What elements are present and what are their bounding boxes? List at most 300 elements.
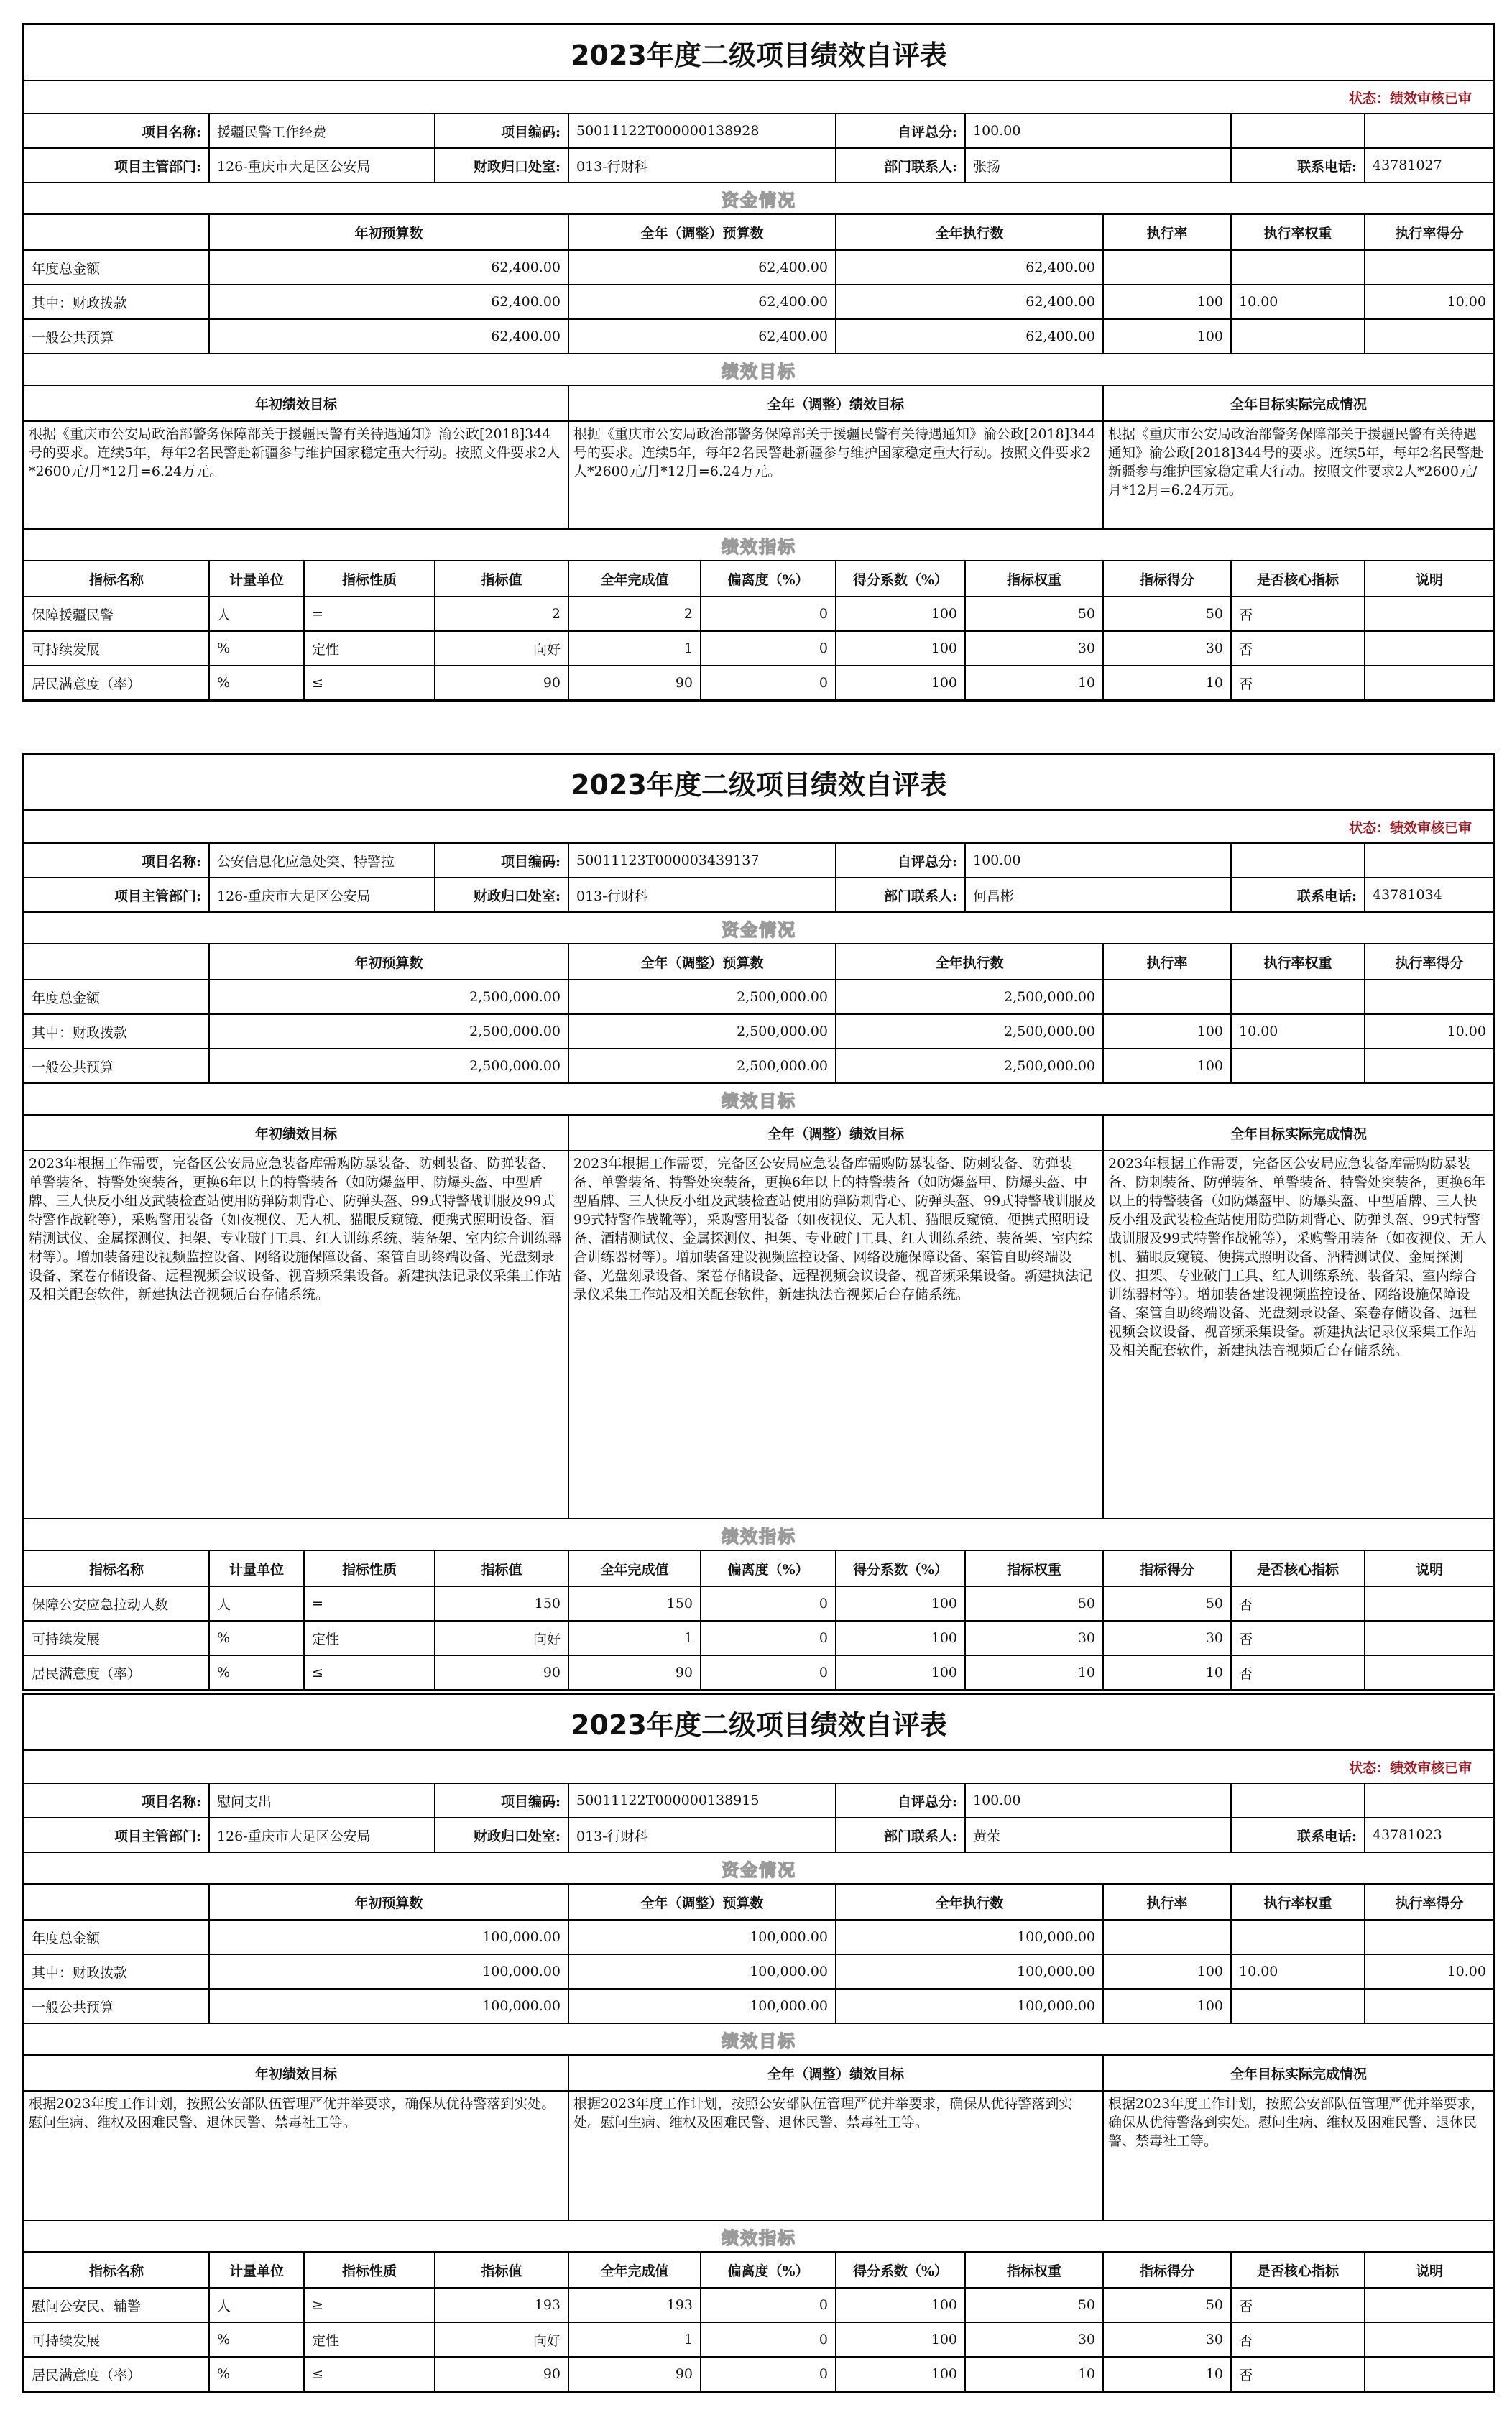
- funds-cell: 100,000.00: [835, 1955, 1102, 1988]
- funds-row: [24, 284, 1493, 318]
- indicator-cell: 90: [568, 666, 700, 699]
- funds-column-header: 执行率: [1102, 215, 1230, 249]
- indicator-cell: 30: [964, 632, 1102, 665]
- indicator-cell: 否: [1230, 2323, 1364, 2356]
- indicator-cell: 定性: [303, 1622, 434, 1655]
- form-title-row: [24, 25, 1493, 80]
- goals-column-header: 全年目标实际完成情况: [1102, 2056, 1493, 2090]
- funds-column-header: 全年（调整）预算数: [568, 215, 835, 249]
- indicator-column-header: 指标得分: [1102, 1551, 1230, 1586]
- funds-cell: 2,500,000.00: [835, 1049, 1102, 1082]
- funds-column-header: [24, 944, 208, 979]
- indicator-column-header: 是否核心指标: [1230, 2253, 1364, 2287]
- indicator-cell: 否: [1230, 666, 1364, 699]
- funds-row-label: 其中：财政拨款: [32, 295, 128, 311]
- goal-text: 2023年根据工作需要，完备区公安局应急装备库需购防暴装备、防刺装备、防弹装备、单警装备、特警处突装备，更换6年以上的特警装备（如防爆盔甲、防爆头盔、中型盾牌、三人快反小组及武装检查站使用防弹防刺背心、防弹头盔、99式特警战训服及99式特警作战靴等），采购警用装备（如夜视仪、无人机、猫眼反窥镜、便携式照明设备、酒精测试仪、金属探测仪、担架、专业破门工具、红人训练系统、装备架、室内综合训练器材等）。增加装备建设视频监控设备、网络设施保障设备、案管自助终端设备、光盘刻录设备、案卷存储设备、远程视频会议设备、视音频采集设备。新建执法记录仪采集工作站及相关配套软件，新建执法音视频后台存储系统。: [1102, 1151, 1493, 1518]
- funds-header-row: [24, 1883, 1493, 1919]
- goals-text-row: [24, 1150, 1493, 1518]
- funds-column-header: 全年执行数: [835, 1885, 1102, 1919]
- indicator-column-header: 指标值: [434, 2253, 568, 2287]
- indicator-cell: 150: [434, 1587, 568, 1620]
- goals-text-row: [24, 420, 1493, 528]
- indicator-cell: 90: [568, 1656, 700, 1689]
- indicator-column-header: 计量单位: [208, 1551, 303, 1586]
- funds-column-header: 年初预算数: [208, 944, 568, 979]
- funds-cell: 100,000.00: [835, 1990, 1102, 2023]
- project-code: 50011122T000000138915: [568, 1784, 835, 1817]
- indicator-cell: 100: [835, 1622, 964, 1655]
- indicator-cell: 10: [964, 666, 1102, 699]
- dept-label: 项目主管部门:: [114, 888, 201, 904]
- indicator-cell: 0: [700, 597, 835, 630]
- indicator-cell: 否: [1230, 1656, 1364, 1689]
- indicators-header-row: [24, 560, 1493, 596]
- funds-section-header: [24, 1852, 1493, 1883]
- goals-header-row: [24, 2054, 1493, 2090]
- goals-column-header: 年初绩效目标: [254, 396, 337, 413]
- goals-header-row: [24, 385, 1493, 420]
- indicator-cell: 50: [1102, 1587, 1230, 1620]
- indicator-cell: [1364, 1587, 1493, 1620]
- indicator-cell: 0: [700, 2289, 835, 2322]
- indicators-section-header: [24, 1518, 1493, 1550]
- funds-cell: 62,400.00: [208, 285, 568, 318]
- empty-cell: [1364, 114, 1493, 147]
- funds-cell: [1102, 980, 1230, 1013]
- funds-row: [24, 1919, 1493, 1954]
- goals-header-row: [24, 1114, 1493, 1150]
- finance-label: 财政归口处室:: [434, 1818, 568, 1852]
- funds-cell: 2,500,000.00: [568, 1049, 835, 1082]
- empty-cell: [1230, 1784, 1364, 1817]
- contact: 黄荣: [964, 1818, 1230, 1852]
- indicator-cell: 0: [700, 666, 835, 699]
- indicator-column-header: 指标权重: [964, 561, 1102, 596]
- funds-cell: 10.00: [1364, 1955, 1493, 1988]
- indicator-column-header: 指标权重: [964, 1551, 1102, 1586]
- indicator-cell: 100: [835, 632, 964, 665]
- phone-label: 联系电话:: [1230, 878, 1364, 911]
- indicator-cell: ≤: [303, 2358, 434, 2391]
- indicators-section-title: 绩效指标: [722, 536, 796, 557]
- status-text: 状态：绩效审核已审: [1348, 819, 1472, 836]
- finance: 013-行财科: [568, 1818, 835, 1852]
- indicator-cell: %: [208, 2323, 303, 2356]
- indicator-name: 慰问公安民、辅警: [32, 2298, 142, 2314]
- indicator-cell: 否: [1230, 632, 1364, 665]
- indicator-cell: 100: [835, 2358, 964, 2391]
- funds-cell: 2,500,000.00: [835, 1015, 1102, 1048]
- funds-row-label: 年度总金额: [32, 1930, 101, 1946]
- funds-cell: 100,000.00: [568, 1990, 835, 2023]
- indicator-cell: 10: [1102, 1656, 1230, 1689]
- funds-cell: 100: [1102, 1015, 1230, 1048]
- goal-text: 根据《重庆市公安局政治部警务保障部关于援疆民警有关待遇通知》渝公政[2018]344号的要求。连续5年，每年2名民警赴新疆参与维护国家稳定重大行动。按照文件要求2人*2600元/月*12月=6.24万元。: [568, 422, 1102, 528]
- indicator-cell: 50: [1102, 2289, 1230, 2322]
- funds-cell: [1230, 251, 1364, 284]
- funds-row: [24, 1013, 1493, 1048]
- contact: 何昌彬: [964, 878, 1230, 911]
- score: 100.00: [964, 844, 1230, 877]
- indicator-cell: 30: [1102, 2323, 1230, 2356]
- funds-cell: [1230, 1921, 1364, 1954]
- funds-cell: 10.00: [1364, 285, 1493, 318]
- project-name: 慰问支出: [208, 1784, 434, 1817]
- funds-column-header: 执行率: [1102, 944, 1230, 979]
- indicator-cell: 0: [700, 1622, 835, 1655]
- funds-row: [24, 1048, 1493, 1082]
- info-row: [24, 842, 1493, 877]
- indicator-cell: 100: [835, 597, 964, 630]
- funds-cell: 62,400.00: [835, 251, 1102, 284]
- funds-cell: 100: [1102, 285, 1230, 318]
- indicator-cell: 100: [835, 2289, 964, 2322]
- funds-column-header: [24, 1885, 208, 1919]
- funds-row: [24, 249, 1493, 284]
- indicator-cell: 100: [835, 2323, 964, 2356]
- indicator-cell: 100: [835, 1656, 964, 1689]
- funds-section-title: 资金情况: [722, 919, 796, 940]
- indicator-column-header: 指标名称: [88, 571, 144, 588]
- finance-label: 财政归口处室:: [434, 878, 568, 911]
- indicator-row: [24, 1586, 1493, 1620]
- indicator-cell: 向好: [434, 2323, 568, 2356]
- indicator-column-header: 偏离度（%）: [700, 561, 835, 596]
- indicator-column-header: 指标性质: [303, 1551, 434, 1586]
- indicator-cell: 人: [208, 597, 303, 630]
- indicator-column-header: 指标权重: [964, 2253, 1102, 2287]
- funds-cell: 62,400.00: [835, 285, 1102, 318]
- evaluation-form: [22, 1693, 1495, 2393]
- indicator-name: 居民满意度（率）: [32, 1665, 142, 1682]
- goals-column-header: 全年（调整）绩效目标: [568, 1116, 1102, 1150]
- funds-section-title: 资金情况: [722, 190, 796, 211]
- indicator-cell: 30: [964, 1622, 1102, 1655]
- funds-row-label: 一般公共预算: [32, 1999, 114, 2015]
- form-title-row: [24, 755, 1493, 809]
- indicator-cell: 90: [568, 2358, 700, 2391]
- indicator-cell: 50: [1102, 597, 1230, 630]
- indicator-cell: [1364, 666, 1493, 699]
- indicator-cell: 10: [1102, 2358, 1230, 2391]
- info-row: [24, 113, 1493, 147]
- evaluation-form: [22, 753, 1495, 1691]
- empty-cell: [1364, 1784, 1493, 1817]
- indicator-cell: 10: [964, 1656, 1102, 1689]
- indicator-column-header: 指标值: [434, 561, 568, 596]
- indicator-row: [24, 2356, 1493, 2391]
- indicator-row: [24, 2322, 1493, 2356]
- funds-column-header: 执行率得分: [1364, 215, 1493, 249]
- project-code-label: 项目编码:: [434, 114, 568, 147]
- funds-column-header: 年初预算数: [208, 1885, 568, 1919]
- indicator-cell: %: [208, 666, 303, 699]
- funds-section-title: 资金情况: [722, 1859, 796, 1880]
- funds-cell: 10.00: [1230, 1015, 1364, 1048]
- indicator-cell: 否: [1230, 2289, 1364, 2322]
- finance: 013-行财科: [568, 149, 835, 182]
- funds-cell: 2,500,000.00: [208, 1015, 568, 1048]
- funds-cell: [1230, 1049, 1364, 1082]
- indicator-cell: 定性: [303, 632, 434, 665]
- contact: 张扬: [964, 149, 1230, 182]
- funds-cell: 100,000.00: [835, 1921, 1102, 1954]
- indicator-column-header: 偏离度（%）: [700, 2253, 835, 2287]
- indicator-cell: [1364, 2289, 1493, 2322]
- funds-cell: 100: [1102, 1955, 1230, 1988]
- indicator-cell: 人: [208, 2289, 303, 2322]
- indicator-row: [24, 665, 1493, 699]
- indicator-cell: %: [208, 2358, 303, 2391]
- indicator-cell: 10: [1102, 666, 1230, 699]
- goal-text: 2023年根据工作需要，完备区公安局应急装备库需购防暴装备、防刺装备、防弹装备、单警装备、特警处突装备，更换6年以上的特警装备（如防爆盔甲、防爆头盔、中型盾牌、三人快反小组及武装检查站使用防弹防刺背心、防弹头盔、99式特警战训服及99式特警作战靴等），采购警用装备（如夜视仪、无人机、猫眼反窥镜、便携式照明设备、酒精测试仪、金属探测仪、担架、专业破门工具、红人训练系统、装备架、室内综合训练器材等）。增加装备建设视频监控设备、网络设施保障设备、案管自助终端设备、光盘刻录设备、案卷存储设备、远程视频会议设备、视音频采集设备。新建执法记录仪采集工作站及相关配套软件，新建执法音视频后台存储系统。: [29, 1156, 562, 1302]
- indicator-cell: [1364, 2323, 1493, 2356]
- indicator-cell: 100: [835, 666, 964, 699]
- indicator-row: [24, 1620, 1493, 1655]
- status-text: 状态：绩效审核已审: [1348, 1760, 1472, 1776]
- goal-text: 根据《重庆市公安局政治部警务保障部关于援疆民警有关待遇通知》渝公政[2018]344号的要求。连续5年，每年2名民警赴新疆参与维护国家稳定重大行动。按照文件要求2人*2600元/月*12月=6.24万元。: [1102, 422, 1493, 528]
- indicator-cell: [1364, 2358, 1493, 2391]
- indicator-column-header: 全年完成值: [568, 2253, 700, 2287]
- score-label: 自评总分:: [835, 844, 964, 877]
- indicator-column-header: 指标性质: [303, 2253, 434, 2287]
- funds-row-label: 年度总金额: [32, 260, 101, 277]
- info-row: [24, 1783, 1493, 1817]
- funds-column-header: 全年（调整）预算数: [568, 944, 835, 979]
- funds-cell: 100,000.00: [568, 1921, 835, 1954]
- indicator-cell: 50: [964, 597, 1102, 630]
- project-name-label: 项目名称:: [141, 1793, 201, 1810]
- funds-cell: 100: [1102, 1049, 1230, 1082]
- indicator-column-header: 全年完成值: [568, 1551, 700, 1586]
- funds-cell: 62,400.00: [568, 320, 835, 353]
- phone-label: 联系电话:: [1230, 149, 1364, 182]
- indicator-cell: =: [303, 597, 434, 630]
- goals-column-header: 年初绩效目标: [254, 1126, 337, 1142]
- status-row: [24, 809, 1493, 842]
- funds-section-header: [24, 911, 1493, 943]
- indicator-name: 居民满意度（率）: [32, 676, 142, 692]
- funds-cell: 100: [1102, 1990, 1230, 2023]
- funds-row-label: 年度总金额: [32, 990, 101, 1006]
- contact-label: 部门联系人:: [835, 1818, 964, 1852]
- funds-column-header: 执行率得分: [1364, 1885, 1493, 1919]
- project-name: 援疆民警工作经费: [208, 114, 434, 147]
- funds-row-label: 其中：财政拨款: [32, 1964, 128, 1981]
- phone: 43781027: [1364, 149, 1493, 182]
- funds-cell: 62,400.00: [835, 320, 1102, 353]
- project-code: 50011123T000003439137: [568, 844, 835, 877]
- indicator-cell: 90: [434, 2358, 568, 2391]
- funds-row: [24, 1954, 1493, 1988]
- status-row: [24, 1749, 1493, 1783]
- indicator-column-header: 说明: [1364, 561, 1493, 596]
- goals-section-header: [24, 353, 1493, 385]
- goal-text: 根据《重庆市公安局政治部警务保障部关于援疆民警有关待遇通知》渝公政[2018]344号的要求。连续5年，每年2名民警赴新疆参与维护国家稳定重大行动。按照文件要求2人*2600元/月*12月=6.24万元。: [29, 426, 561, 479]
- indicator-name: 居民满意度（率）: [32, 2367, 142, 2383]
- funds-cell: 10.00: [1230, 285, 1364, 318]
- funds-cell: 10.00: [1364, 1015, 1493, 1048]
- indicator-cell: 30: [964, 2323, 1102, 2356]
- indicator-cell: 否: [1230, 597, 1364, 630]
- indicator-cell: 2: [568, 597, 700, 630]
- indicator-name: 可持续发展: [32, 1631, 101, 1647]
- goal-text: 根据2023年度工作计划，按照公安部队伍管理严优并举要求，确保从优待警落到实处。慰问生病、维权及困难民警、退休民警、禁毒社工等。: [1102, 2092, 1493, 2220]
- funds-cell: 62,400.00: [208, 320, 568, 353]
- goal-text: 2023年根据工作需要，完备区公安局应急装备库需购防暴装备、防刺装备、防弹装备、单警装备、特警处突装备，更换6年以上的特警装备（如防爆盔甲、防爆头盔、中型盾牌、三人快反小组及武装检查站使用防弹防刺背心、防弹头盔、99式特警战训服及99式特警作战靴等），采购警用装备（如夜视仪、无人机、猫眼反窥镜、便携式照明设备、酒精测试仪、金属探测仪、担架、专业破门工具、红人训练系统、装备架、室内综合训练器材等）。增加装备建设视频监控设备、网络设施保障设备、案管自助终端设备、光盘刻录设备、案卷存储设备、远程视频会议设备、视音频采集设备。新建执法记录仪采集工作站及相关配套软件，新建执法音视频后台存储系统。: [568, 1151, 1102, 1518]
- funds-row-label: 一般公共预算: [32, 329, 114, 346]
- indicator-cell: [1364, 1622, 1493, 1655]
- indicator-column-header: 说明: [1364, 2253, 1493, 2287]
- indicator-column-header: 指标名称: [88, 2263, 144, 2279]
- goal-text: 根据2023年度工作计划，按照公安部队伍管理严优并举要求，确保从优待警落到实处。慰问生病、维权及困难民警、退休民警、禁毒社工等。: [568, 2092, 1102, 2220]
- indicator-cell: 1: [568, 632, 700, 665]
- funds-cell: 2,500,000.00: [835, 980, 1102, 1013]
- indicator-cell: 1: [568, 2323, 700, 2356]
- indicator-cell: 0: [700, 1587, 835, 1620]
- indicator-cell: 50: [964, 2289, 1102, 2322]
- empty-cell: [1230, 114, 1364, 147]
- finance: 013-行财科: [568, 878, 835, 911]
- funds-column-header: 执行率权重: [1230, 215, 1364, 249]
- funds-cell: 100,000.00: [208, 1955, 568, 1988]
- indicator-cell: [1364, 597, 1493, 630]
- funds-column-header: 全年执行数: [835, 215, 1102, 249]
- indicator-name: 可持续发展: [32, 641, 101, 658]
- evaluation-form: [22, 23, 1495, 702]
- indicator-cell: 30: [1102, 632, 1230, 665]
- indicator-cell: ≥: [303, 2289, 434, 2322]
- funds-row: [24, 1988, 1493, 2023]
- indicator-cell: 0: [700, 632, 835, 665]
- project-name: 公安信息化应急处突、特警拉: [208, 844, 434, 877]
- indicator-cell: 50: [964, 1587, 1102, 1620]
- indicator-column-header: 计量单位: [208, 2253, 303, 2287]
- funds-cell: [1364, 1049, 1493, 1082]
- indicator-row: [24, 1655, 1493, 1689]
- indicator-column-header: 说明: [1364, 1551, 1493, 1586]
- indicator-cell: 1: [568, 1622, 700, 1655]
- score: 100.00: [964, 1784, 1230, 1817]
- funds-cell: 100,000.00: [568, 1955, 835, 1988]
- indicator-cell: %: [208, 1656, 303, 1689]
- indicator-cell: 定性: [303, 2323, 434, 2356]
- indicator-cell: 向好: [434, 632, 568, 665]
- funds-cell: 2,500,000.00: [568, 980, 835, 1013]
- indicator-name: 可持续发展: [32, 2332, 101, 2349]
- project-code-label: 项目编码:: [434, 844, 568, 877]
- indicator-column-header: 指标得分: [1102, 561, 1230, 596]
- indicator-cell: [1364, 632, 1493, 665]
- funds-cell: 62,400.00: [568, 285, 835, 318]
- status-row: [24, 80, 1493, 113]
- empty-cell: [1230, 844, 1364, 877]
- indicators-section-header: [24, 528, 1493, 560]
- indicator-column-header: 计量单位: [208, 561, 303, 596]
- indicator-cell: ≤: [303, 666, 434, 699]
- funds-cell: [1102, 1921, 1230, 1954]
- funds-cell: [1230, 320, 1364, 353]
- funds-row: [24, 318, 1493, 353]
- indicator-cell: 193: [434, 2289, 568, 2322]
- funds-column-header: 执行率权重: [1230, 944, 1364, 979]
- indicator-row: [24, 2287, 1493, 2322]
- funds-cell: [1230, 980, 1364, 1013]
- dept: 126-重庆市大足区公安局: [208, 1818, 434, 1852]
- indicator-cell: ≤: [303, 1656, 434, 1689]
- funds-cell: 100: [1102, 320, 1230, 353]
- indicator-column-header: 是否核心指标: [1230, 1551, 1364, 1586]
- funds-cell: 62,400.00: [568, 251, 835, 284]
- phone-label: 联系电话:: [1230, 1818, 1364, 1852]
- indicator-row: [24, 596, 1493, 630]
- goals-section-header: [24, 2023, 1493, 2054]
- info-row: [24, 877, 1493, 911]
- indicator-cell: 否: [1230, 1587, 1364, 1620]
- funds-row-label: 一般公共预算: [32, 1059, 114, 1075]
- funds-cell: 100,000.00: [208, 1921, 568, 1954]
- funds-column-header: 年初预算数: [208, 215, 568, 249]
- indicator-cell: 10: [964, 2358, 1102, 2391]
- indicator-cell: 否: [1230, 1622, 1364, 1655]
- goals-column-header: 全年目标实际完成情况: [1102, 1116, 1493, 1150]
- indicator-column-header: 全年完成值: [568, 561, 700, 596]
- indicator-cell: 0: [700, 2323, 835, 2356]
- goals-section-header: [24, 1082, 1493, 1114]
- funds-column-header: 全年执行数: [835, 944, 1102, 979]
- funds-cell: 2,500,000.00: [208, 980, 568, 1013]
- dept: 126-重庆市大足区公安局: [208, 878, 434, 911]
- indicator-cell: 193: [568, 2289, 700, 2322]
- indicator-cell: 人: [208, 1587, 303, 1620]
- funds-section-header: [24, 182, 1493, 213]
- indicator-name: 保障公安应急拉动人数: [32, 1596, 169, 1613]
- indicators-section-title: 绩效指标: [722, 2227, 796, 2248]
- goals-column-header: 全年目标实际完成情况: [1102, 386, 1493, 420]
- indicator-cell: 0: [700, 2358, 835, 2391]
- indicator-cell: 向好: [434, 1622, 568, 1655]
- indicators-section-title: 绩效指标: [722, 1526, 796, 1547]
- info-row: [24, 1817, 1493, 1852]
- indicator-cell: 2: [434, 597, 568, 630]
- phone: 43781034: [1364, 878, 1493, 911]
- indicator-column-header: 指标性质: [303, 561, 434, 596]
- indicator-column-header: 指标名称: [88, 1561, 144, 1578]
- indicator-cell: =: [303, 1587, 434, 1620]
- project-name-label: 项目名称:: [141, 124, 201, 140]
- project-code: 50011122T000000138928: [568, 114, 835, 147]
- indicators-header-row: [24, 1550, 1493, 1586]
- funds-column-header: 全年（调整）预算数: [568, 1885, 835, 1919]
- form-title: 2023年度二级项目绩效自评表: [571, 39, 947, 71]
- funds-cell: [1230, 1990, 1364, 2023]
- project-code-label: 项目编码:: [434, 1784, 568, 1817]
- phone: 43781023: [1364, 1818, 1493, 1852]
- funds-header-row: [24, 213, 1493, 249]
- goals-section-title: 绩效目标: [722, 1090, 796, 1111]
- funds-cell: 2,500,000.00: [568, 1015, 835, 1048]
- form-title-row: [24, 1695, 1493, 1749]
- funds-row: [24, 979, 1493, 1013]
- funds-cell: [1364, 1990, 1493, 2023]
- goals-column-header: 年初绩效目标: [254, 2066, 337, 2082]
- indicator-cell: %: [208, 632, 303, 665]
- funds-cell: [1364, 980, 1493, 1013]
- indicator-cell: 90: [434, 666, 568, 699]
- indicator-column-header: 得分系数（%）: [835, 561, 964, 596]
- contact-label: 部门联系人:: [835, 149, 964, 182]
- indicator-cell: 90: [434, 1656, 568, 1689]
